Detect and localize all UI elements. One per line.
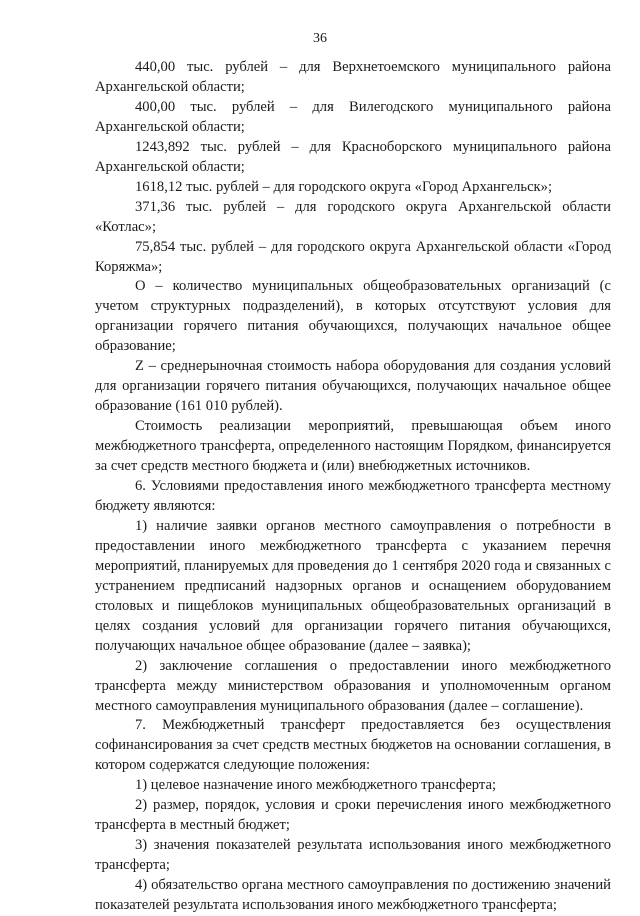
- paragraph-budget-arkhangelsk: 1618,12 тыс. рублей – для городского округа «Город Архангельск»;: [135, 178, 552, 195]
- paragraph-section-6: 6. Условиями предоставления иного межбюджетного трансферта местному бюджету являются:: [95, 478, 611, 514]
- paragraph-definition-o: O – количество муниципальных общеобразовательных организаций (с учетом структурных подразделений), в которых отсутствуют условия для организации горячего питания обучающихся, получающих начальное общее образование;: [95, 278, 611, 355]
- paragraph-budget-verkhnetoemsky: 440,00 тыс. рублей – для Верхнетоемского муниципального района Архангельской области;: [95, 59, 611, 95]
- paragraph-budget-vilegodsky: 400,00 тыс. рублей – для Вилегодского муниципального района Архангельской области;: [95, 98, 611, 135]
- page-number: 36: [313, 31, 327, 46]
- paragraph-provision-4: 4) обязательство органа местного самоуправления по достижению значений показателей результата использования иного межбюджетного трансферта;: [95, 877, 611, 914]
- paragraph-section-7: 7. Межбюджетный трансферт предоставляется без осуществления софинансирования за счет средств местных бюджетов на основании соглашения, в котором содержатся следующие положения:: [95, 717, 611, 774]
- paragraph-budget-koryazhma: 75,854 тыс. рублей – для городского округа Архангельской области «Город Коряжма»;: [95, 238, 611, 275]
- paragraph-provision-3: 3) значения показателей результата использования иного межбюджетного трансферта;: [95, 837, 611, 874]
- paragraph-provision-2: 2) размер, порядок, условия и сроки перечисления иного межбюджетного трансферта в местный бюджет;: [95, 797, 611, 834]
- paragraph-condition-2: 2) заключение соглашения о предоставлении иного межбюджетного трансферта между министерством образования и уполномоченным органом местного самоуправления муниципального образования (далее – соглашение).: [95, 657, 611, 714]
- paragraph-definition-z: Z – среднерыночная стоимость набора оборудования для создания условий для организации горячего питания обучающихся, получающих начальное общее образование (161 010 рублей).: [95, 358, 611, 415]
- document-body: [95, 58, 611, 916]
- paragraph-budget-krasnoborsky: 1243,892 тыс. рублей – для Красноборского муниципального района Архангельской области;: [95, 138, 611, 175]
- paragraph-provision-1: 1) целевое назначение иного межбюджетного трансферта;: [135, 777, 497, 794]
- paragraph-condition-1: 1) наличие заявки органов местного самоуправления о потребности в предоставлении иного межбюджетного трансферта с указанием перечня мероприятий, планируемых для проведения до 1 сентября 2020 года и связанных с устранением предписаний надзорных органов и оснащением оборудованием столовых и пищеблоков муниципальных общеобразовательных организаций в целях создания условий для организации горячего питания обучающихся, получающих начальное общее образование (далее – заявка);: [95, 517, 611, 654]
- paragraph-excess-cost: Стоимость реализации мероприятий, превышающая объем иного межбюджетного трансферта, определенного настоящим Порядком, финансируется за счет средств местного бюджета и (или) внебюджетных источников.: [95, 418, 611, 475]
- paragraph-budget-kotlas: 371,36 тыс. рублей – для городского округа Архангельской области «Котлас»;: [95, 198, 611, 235]
